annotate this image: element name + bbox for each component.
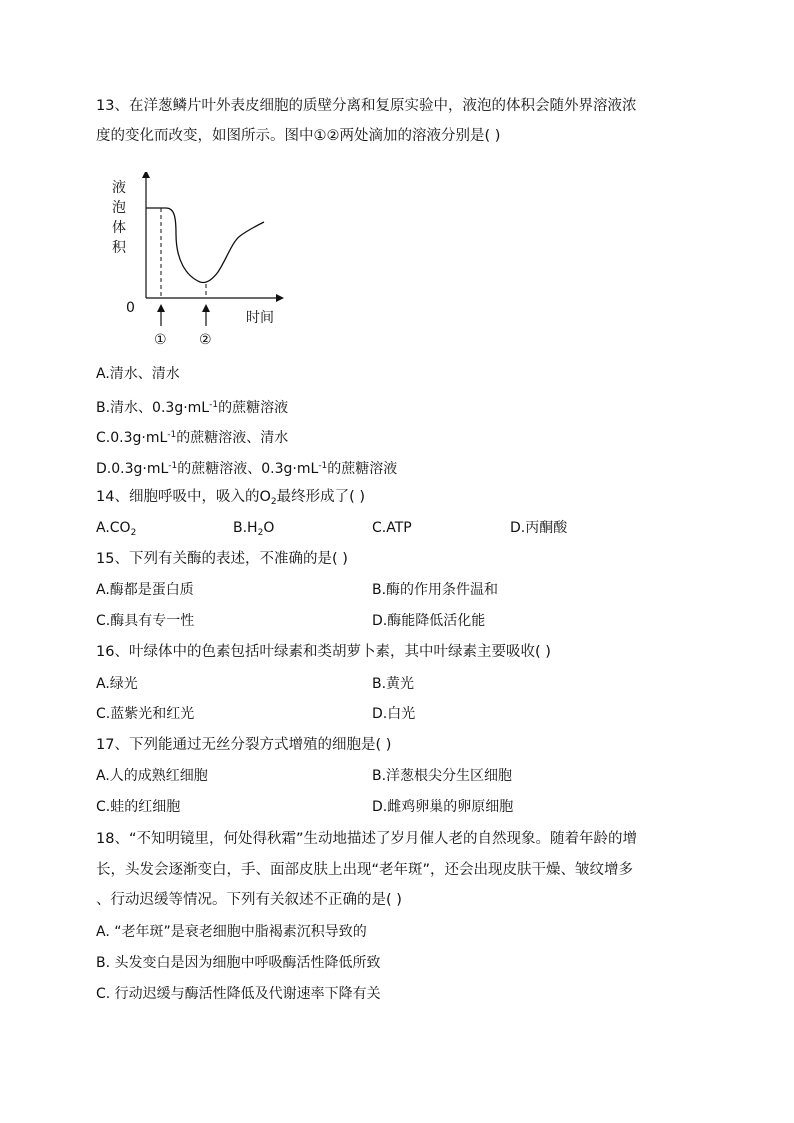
q14-option-d: D.丙酮酸 [510,520,568,536]
q18-stem-line2: 长，头发会逐渐变白，手、面部皮肤上出现“老年斑”，还会出现皮肤干燥、皱纹增多 [96,862,634,878]
q13-option-c-text: C.0.3g·mL [96,430,168,446]
q13-option-b-tail: 的蔗糖溶液 [218,400,289,416]
q13-option-d-sup1: -1 [168,461,178,471]
q16-option-c: C.蓝紫光和红光 [96,706,195,722]
volume-curve [146,208,264,283]
q16-stem: 16、叶绿体中的色素包括叶绿素和类胡萝卜素，其中叶绿素主要吸收( ) [96,644,551,660]
q14-option-b-sub: 2 [257,528,264,538]
q18-stem-line1: 18、“不知明镜里，何处得秋霜”生动地描述了岁月催人老的自然现象。随着年龄的增 [96,831,637,847]
y-axis-label-1: 液 [112,180,126,196]
q14-stem [96,487,706,512]
q13-option-d-sup2: -1 [318,461,328,471]
q14-stem-text: 14、细胞呼吸中，吸入的O [96,489,271,505]
q17-option-a: A.人的成熟红细胞 [96,768,208,784]
marker-1: ① [154,332,167,347]
q15-option-a: A.酶都是蛋白质 [96,582,194,598]
q14-option-b-text: B.H [233,520,258,536]
marker-2: ② [199,332,212,347]
origin-label: 0 [126,300,135,316]
q13-option-b-sup: -1 [209,400,219,410]
y-axis-label-4: 积 [112,240,126,256]
q18-option-a: A. “老年斑”是衰老细胞中脂褐素沉积导致的 [96,924,367,940]
q13-option-d-tail: 的蔗糖溶液 [327,461,398,477]
q14-stem-tail: 最终形成了( ) [276,489,366,505]
q16-option-d: D.白光 [372,706,416,722]
x-axis-label: 时间 [246,310,274,326]
q17-option-c: C.蛙的红细胞 [96,799,181,815]
q17-option-b: B.洋葱根尖分生区细胞 [372,768,513,784]
q13-option-d-mid: 的蔗糖溶液、0.3g·mL [177,461,319,477]
q13-stem-line1: 13、在洋葱鳞片叶外表皮细胞的质壁分离和复原实验中，液泡的体积会随外界溶液浓 [96,98,637,114]
q18-option-c: C. 行动迟缓与酶活性降低及代谢速率下降有关 [96,986,381,1002]
q13-option-a: A.清水、清水 [96,366,180,382]
y-axis-label-2: 泡 [112,200,126,216]
q14-option-b-tail: O [263,520,275,536]
q17-stem: 17、下列能通过无丝分裂方式增殖的细胞是( ) [96,737,392,753]
q13-option-b [96,395,288,418]
q15-option-b: B.酶的作用条件温和 [372,582,499,598]
q14-option-b [233,518,274,543]
q13-option-c-sup: -1 [167,430,177,440]
q14-option-c: C.ATP [372,520,412,536]
q15-option-d: D.酶能降低活化能 [372,613,486,629]
q16-option-b: B.黄光 [372,676,415,692]
q18-stem-line3: 、行动迟缓等情况。下列有关叙述不正确的是( ) [96,892,402,908]
q14-stem-sub: 2 [270,497,277,507]
q15-option-c: C.酶具有专一性 [96,613,195,629]
q13-stem-line2: 度的变化而改变，如图所示。图中①②两处滴加的溶液分别是( ) [96,128,501,144]
q15-stem: 15、下列有关酶的表述，不准确的是( ) [96,551,348,567]
q14-option-a-sub: 2 [130,528,137,538]
q18-option-b: B. 头发变白是因为细胞中呼吸酶活性降低所致 [96,955,381,971]
y-axis-label-3: 体 [112,220,126,236]
q13-option-c [96,425,288,448]
q14-option-a-text: A.CO [96,520,131,536]
q16-option-a: A.绿光 [96,676,138,692]
q17-option-d: D.雌鸡卵巢的卵原细胞 [372,799,514,815]
q13-option-d [96,456,397,479]
q13-option-d-text: D.0.3g·mL [96,461,169,477]
q13-option-c-tail: 的蔗糖溶液、清水 [176,430,289,446]
q13-option-b-text: B.清水、0.3g·mL [96,400,210,416]
q14-option-a [96,518,136,543]
vacuole-volume-graph [100,172,300,347]
